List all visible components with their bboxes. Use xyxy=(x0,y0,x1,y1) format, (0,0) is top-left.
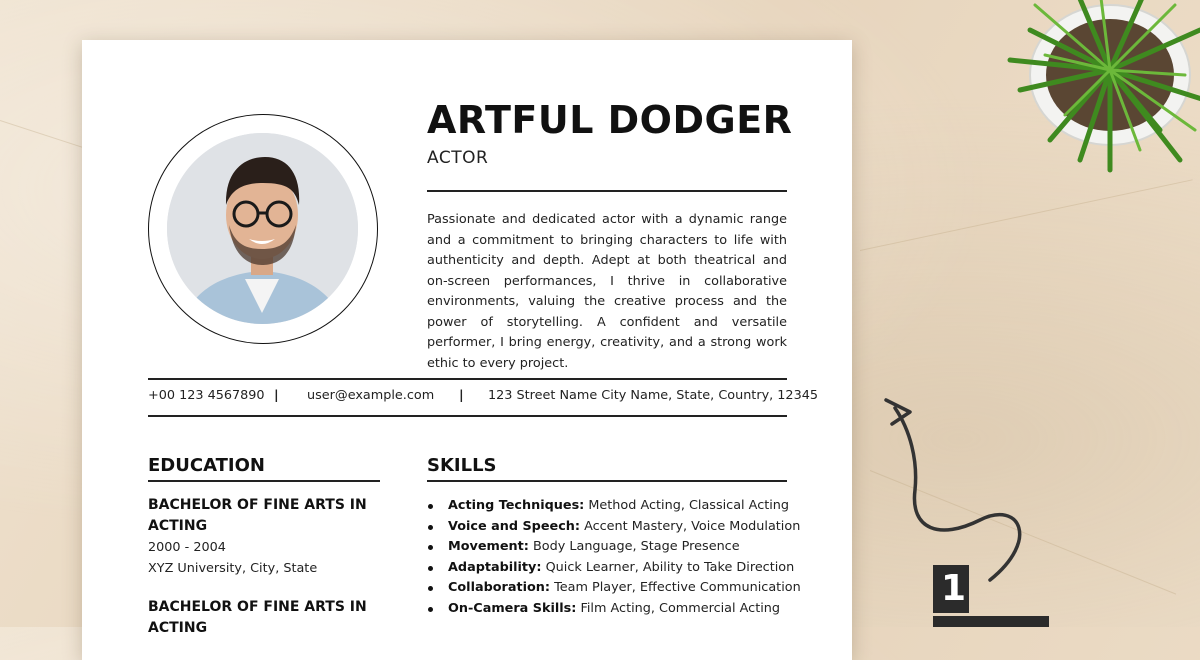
potted-plant xyxy=(990,0,1200,180)
header-divider xyxy=(427,190,787,192)
profile-photo xyxy=(167,133,358,324)
skills-title: SKILLS xyxy=(427,455,497,476)
curved-arrow-icon xyxy=(870,390,1050,590)
skill-value: Accent Mastery, Voice Modulation xyxy=(580,518,801,534)
skill-item xyxy=(427,558,807,579)
contact-separator: | xyxy=(274,388,279,403)
skill-value: Quick Learner, Ability to Take Direction xyxy=(541,559,795,575)
profile-summary: Passionate and dedicated actor with a dynamic range and a commitment to bringing characters to life with authenticity and depth. Adept at both theatrical and on-screen performances, I thrive in collaborative environments, valuing the creative process and the power of storytelling. A confident and versatile performer, I bring energy, creativity, and a strong work ethic to every project. xyxy=(427,212,787,371)
skill-item xyxy=(427,537,807,558)
skill-item xyxy=(427,599,807,620)
contact-bar xyxy=(148,388,818,406)
contact-divider-top xyxy=(148,378,787,380)
contact-separator: | xyxy=(459,388,464,403)
skills-list xyxy=(427,496,807,619)
skill-value: Method Acting, Classical Acting xyxy=(584,498,790,513)
candidate-role: ACTOR xyxy=(427,148,489,168)
education-degree: BACHELOR OF FINE ARTS IN ACTING xyxy=(148,497,367,534)
contact-phone[interactable]: +00 123 4567890 xyxy=(148,388,265,403)
skill-label: Acting Techniques: xyxy=(448,498,585,513)
education-degree: BACHELOR OF FINE ARTS IN ACTING xyxy=(148,599,367,636)
skill-item xyxy=(427,517,807,538)
skill-item xyxy=(427,578,807,599)
contact-address: 123 Street Name City Name, State, Country, 12345 xyxy=(488,388,818,403)
resume-sheet xyxy=(82,40,852,660)
skill-label: On-Camera Skills: xyxy=(448,600,577,616)
candidate-name: ARTFUL DODGER xyxy=(427,98,793,142)
page-number-badge xyxy=(933,565,969,613)
skill-value: Team Player, Effective Communication xyxy=(550,580,801,595)
marble-vein xyxy=(860,179,1193,251)
education-title: EDUCATION xyxy=(148,455,265,476)
skill-value: Body Language, Stage Presence xyxy=(528,539,740,554)
education-years: 2000 - 2004 xyxy=(148,540,226,555)
skill-item xyxy=(427,496,807,517)
education-underline xyxy=(148,480,380,482)
skill-label: Collaboration: xyxy=(448,580,551,595)
skill-label: Voice and Speech: xyxy=(448,518,581,534)
skills-underline xyxy=(427,480,787,482)
contact-divider-bottom xyxy=(148,415,787,417)
page-number: 1 xyxy=(941,568,967,609)
photo-frame xyxy=(148,114,378,344)
page-label-strip xyxy=(933,616,1049,627)
contact-email[interactable]: user@example.com xyxy=(307,388,435,403)
education-school: XYZ University, City, State xyxy=(148,561,318,576)
skill-label: Movement: xyxy=(448,539,529,554)
skill-value: Film Acting, Commercial Acting xyxy=(576,600,781,616)
photo-portrait xyxy=(167,133,358,324)
skill-label: Adaptability: xyxy=(448,559,542,575)
